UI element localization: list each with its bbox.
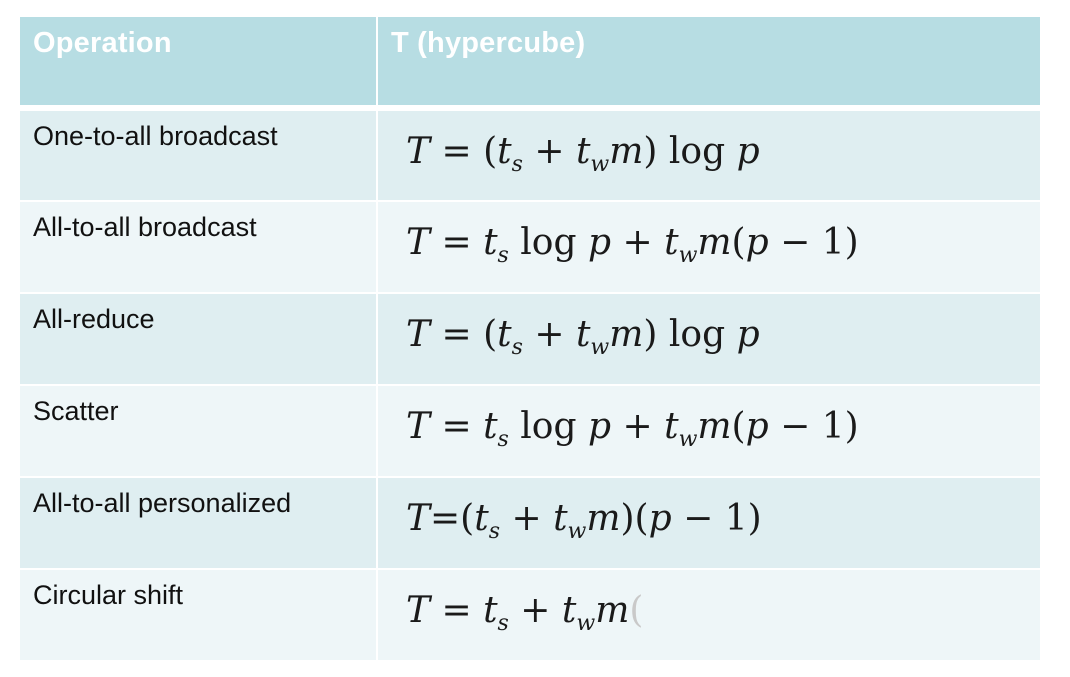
formula-cell: $T = t_s + t_wm$(	[378, 570, 1040, 662]
table-row	[20, 386, 1040, 478]
operation-cell: One-to-all broadcast	[20, 111, 378, 202]
table-row	[20, 294, 1040, 386]
header-time-hypercube: T (hypercube)	[378, 17, 1040, 107]
table-header-row	[20, 17, 1040, 111]
table-row	[20, 478, 1040, 570]
operation-cell: Scatter	[20, 386, 378, 478]
formula-cell: $T=(t_s + t_wm)(p - 1)$	[378, 478, 1040, 570]
formula-cell: $T = (t_s + t_wm)$ log p	[378, 294, 1040, 386]
header-operation: Operation	[20, 17, 378, 107]
table-row	[20, 202, 1040, 294]
operation-cell: All-reduce	[20, 294, 378, 386]
operation-cell: All-to-all personalized	[20, 478, 378, 570]
formula-cell: $T = t_s$ $\log p + t_wm(p - 1)$	[378, 386, 1040, 478]
formula-cell: $T = (t_s + t_wm)$ log p	[378, 111, 1040, 202]
communication-cost-table	[20, 17, 1040, 662]
operation-cell: All-to-all broadcast	[20, 202, 378, 294]
formula-cell: $T = t_s$ $\log p + t_wm(p - 1)$	[378, 202, 1040, 294]
table-row	[20, 570, 1040, 662]
table-row	[20, 111, 1040, 202]
operation-cell: Circular shift	[20, 570, 378, 662]
